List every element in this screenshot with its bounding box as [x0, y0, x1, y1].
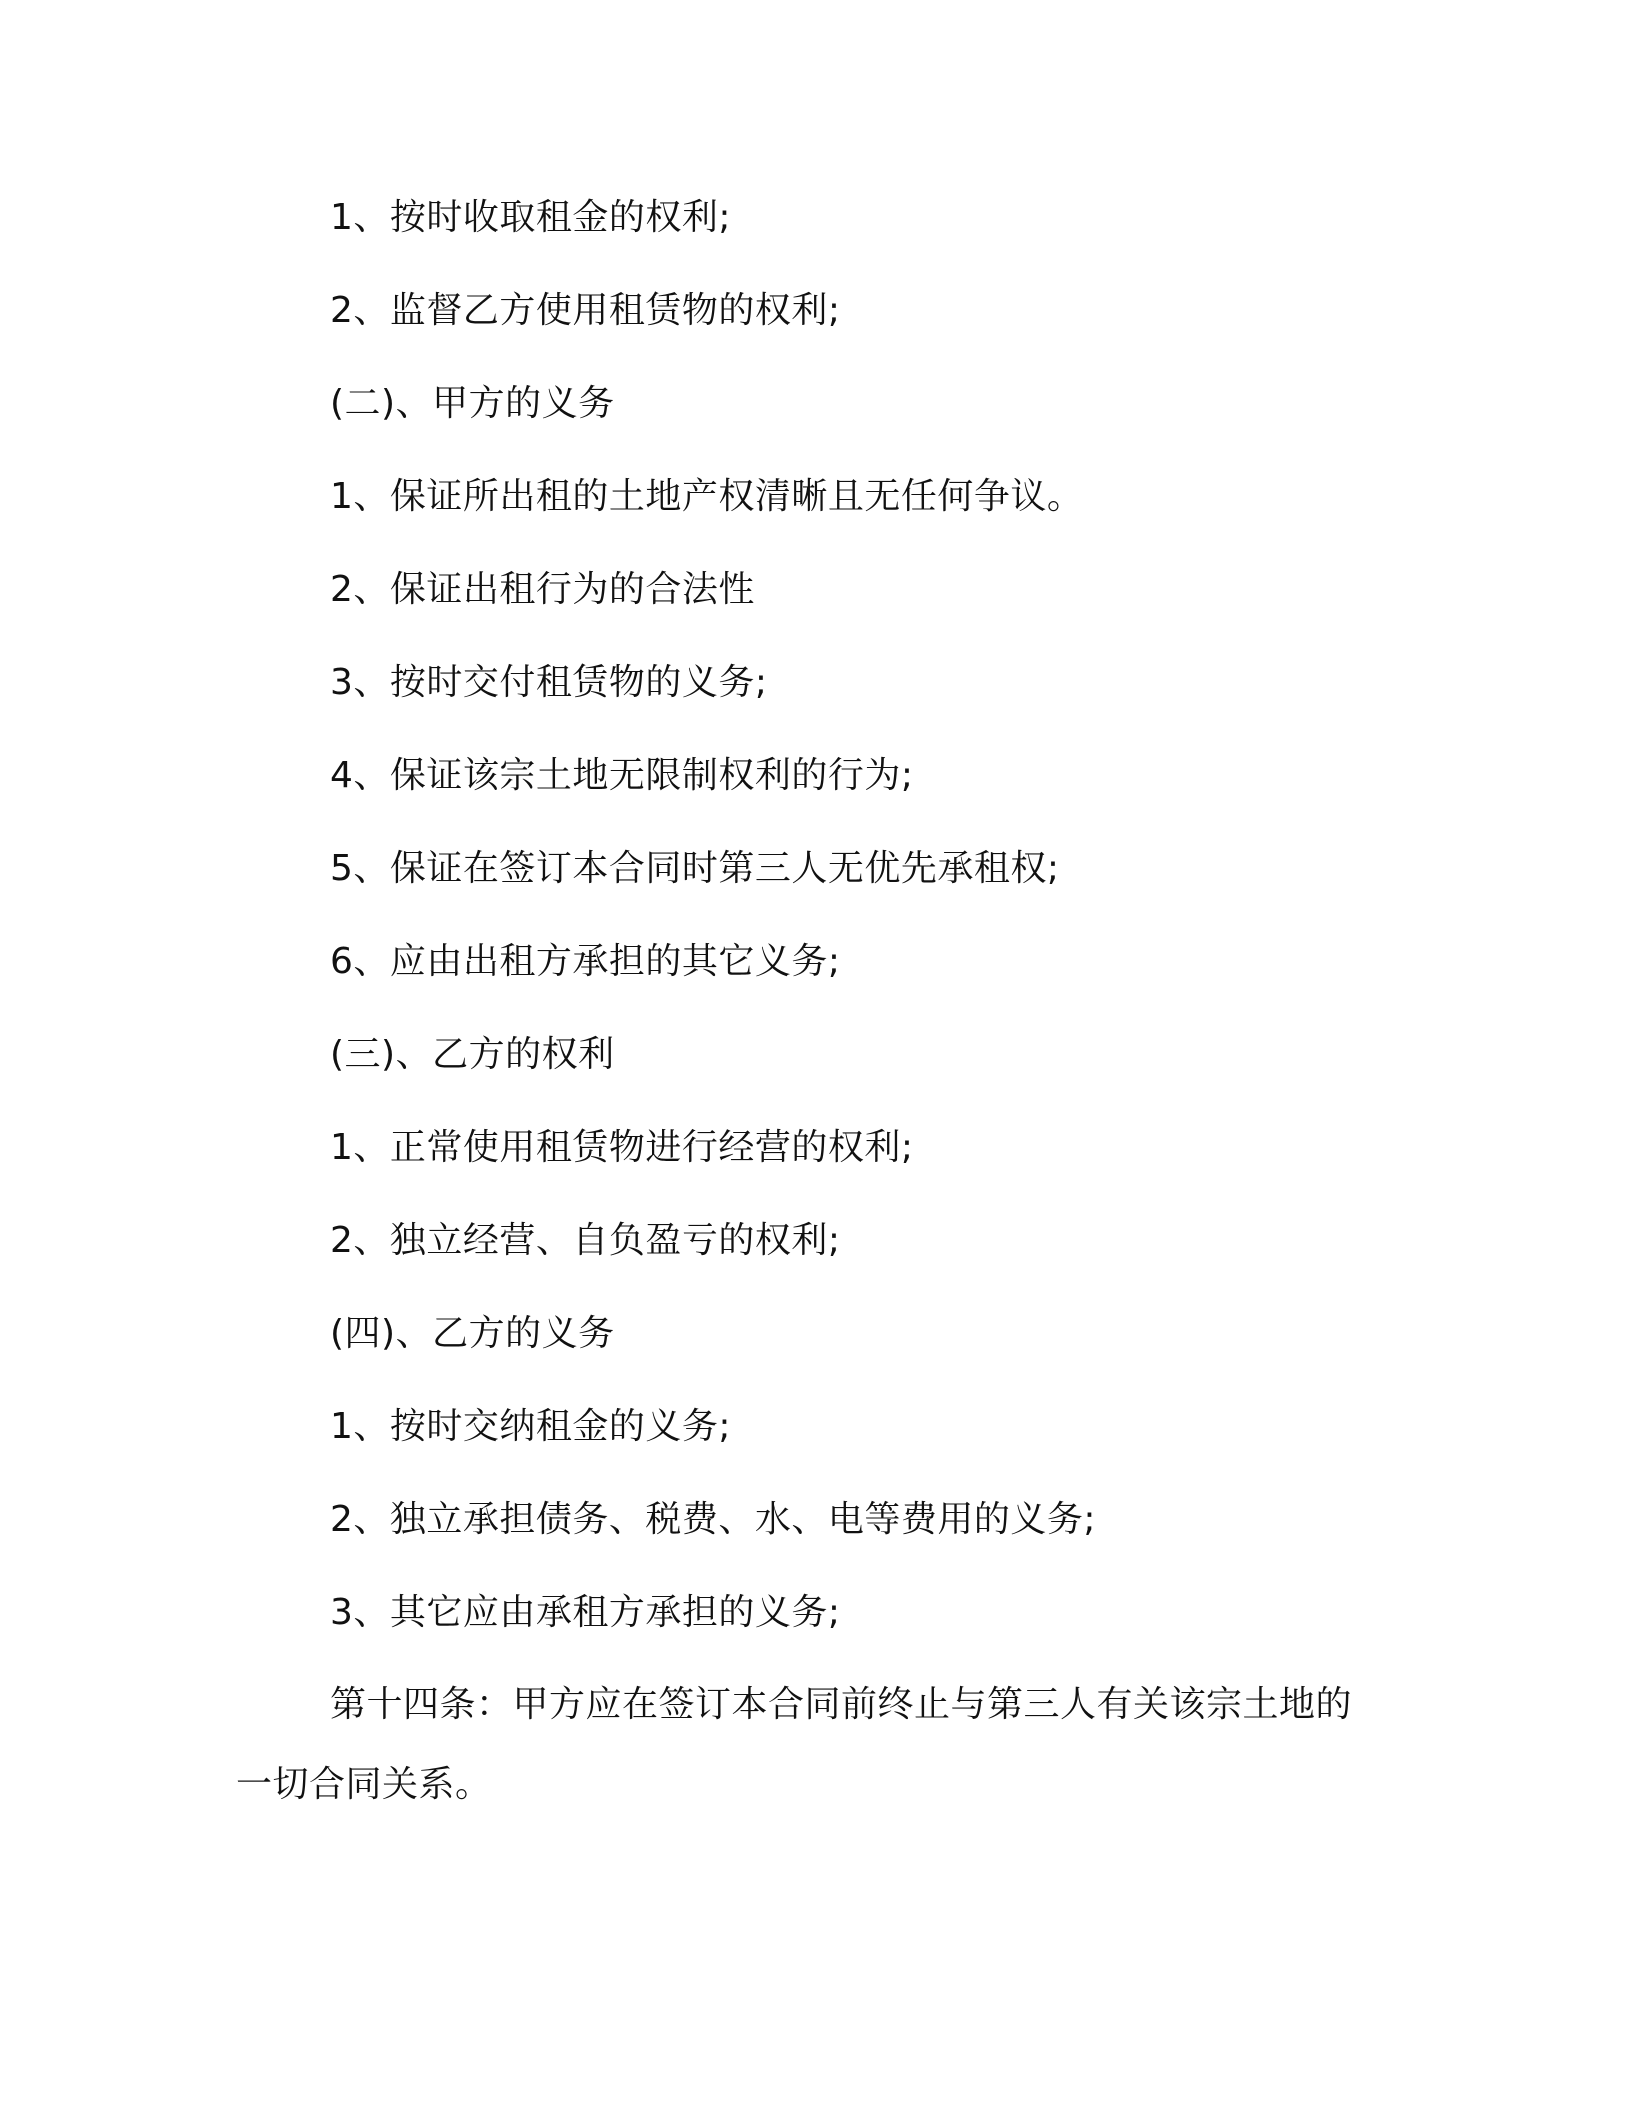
party-b-obligation-item-1: 1、按时交纳租金的义务;	[330, 1406, 732, 1447]
article-14-line-1: 第十四条：甲方应在签订本合同前终止与第三人有关该宗土地的	[330, 1684, 1353, 1725]
party-b-obligation-item-3: 3、其它应由承租方承担的义务;	[330, 1592, 841, 1633]
section-heading-party-b-rights: (三)、乙方的权利	[330, 1034, 615, 1075]
party-b-rights-item-2: 2、独立经营、自负盈亏的权利;	[330, 1220, 841, 1261]
rights-item-2: 2、监督乙方使用租赁物的权利;	[330, 290, 841, 331]
obligation-item-4: 4、保证该宗土地无限制权利的行为;	[330, 755, 914, 796]
party-b-rights-item-1: 1、正常使用租赁物进行经营的权利;	[330, 1127, 914, 1168]
obligation-item-2: 2、保证出租行为的合法性	[330, 569, 755, 610]
obligation-item-5: 5、保证在签订本合同时第三人无优先承租权;	[330, 848, 1060, 889]
obligation-item-1: 1、保证所出租的土地产权清晰且无任何争议。	[330, 476, 1084, 517]
party-b-obligation-item-2: 2、独立承担债务、税费、水、电等费用的义务;	[330, 1499, 1097, 1540]
obligation-item-3: 3、按时交付租赁物的义务;	[330, 662, 768, 703]
section-heading-party-b-obligations: (四)、乙方的义务	[330, 1313, 615, 1354]
obligation-item-6: 6、应由出租方承担的其它义务;	[330, 941, 841, 982]
article-14-paragraph	[236, 1683, 1400, 1807]
section-heading-party-a-obligations: (二)、甲方的义务	[330, 383, 615, 424]
article-14-line-2: 一切合同关系。	[236, 1764, 492, 1805]
rights-item-1: 1、按时收取租金的权利;	[330, 197, 732, 238]
